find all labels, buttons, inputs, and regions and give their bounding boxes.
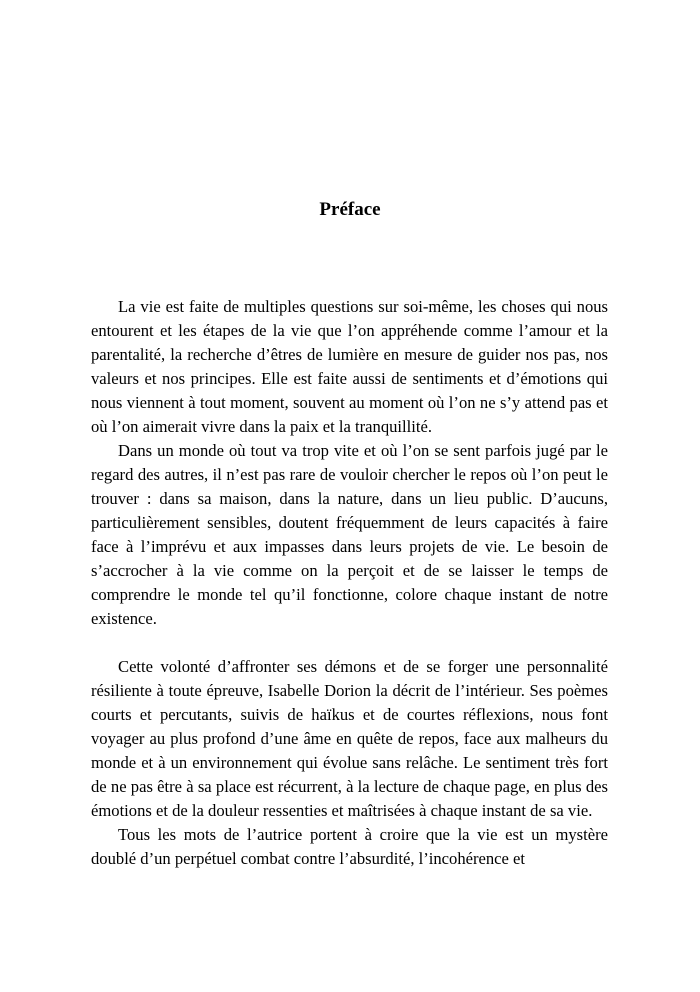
paragraph-2: Dans un monde où tout va trop vite et où l’on se sent parfois jugé par le regard des autres, il n’est pas rare de vouloir chercher le repos où l’on peut le trouver : dans sa maison, dans la nature, dans un lieu public. D’aucuns, particulièrement sensibles, doutent fréquemment de leurs capacités à faire face à l’imprévu et aux impasses dans leurs projets de vie. Le besoin de s’accrocher à la vie comme on la perçoit et de se laisser le temps de comprendre le monde tel qu’il fonctionne, colore chaque instant de notre existence. xyxy=(91,441,608,628)
paragraph-3: Cette volonté d’affronter ses démons et de se forger une personnalité résiliente à toute épreuve, Isabelle Dorion la décrit de l’intérieur. Ses poèmes courts et percutants, suivis de haïkus et de courtes réflexions, nous font voyager au plus profond d’une âme en quête de repos, face aux malheurs du monde et à un environnement qui évolue sans relâche. Le sentiment très fort de ne pas être à sa place est récurrent, à la lecture de chaque page, en plus des émotions et de la douleur ressenties et maîtrisées à chaque instant de sa vie. xyxy=(91,657,608,820)
paragraph-1: La vie est faite de multiples questions sur soi-même, les choses qui nous entourent et les étapes de la vie que l’on appréhende comme l’amour et la parentalité, la recherche d’êtres de lumière en mesure de guider nos pas, nos valeurs et nos principes. Elle est faite aussi de sentiments et d’émotions qui nous viennent à tout moment, souvent au moment où l’on ne s’y attend pas et où l’on aimerait vivre dans la paix et la tranquillité. xyxy=(91,297,608,436)
body-text xyxy=(91,295,608,871)
page-title: Préface xyxy=(319,199,381,220)
paragraph-4: Tous les mots de l’autrice portent à croire que la vie est un mystère doublé d’un perpétuel combat contre l’absurdité, l’incohérence et xyxy=(91,825,608,868)
